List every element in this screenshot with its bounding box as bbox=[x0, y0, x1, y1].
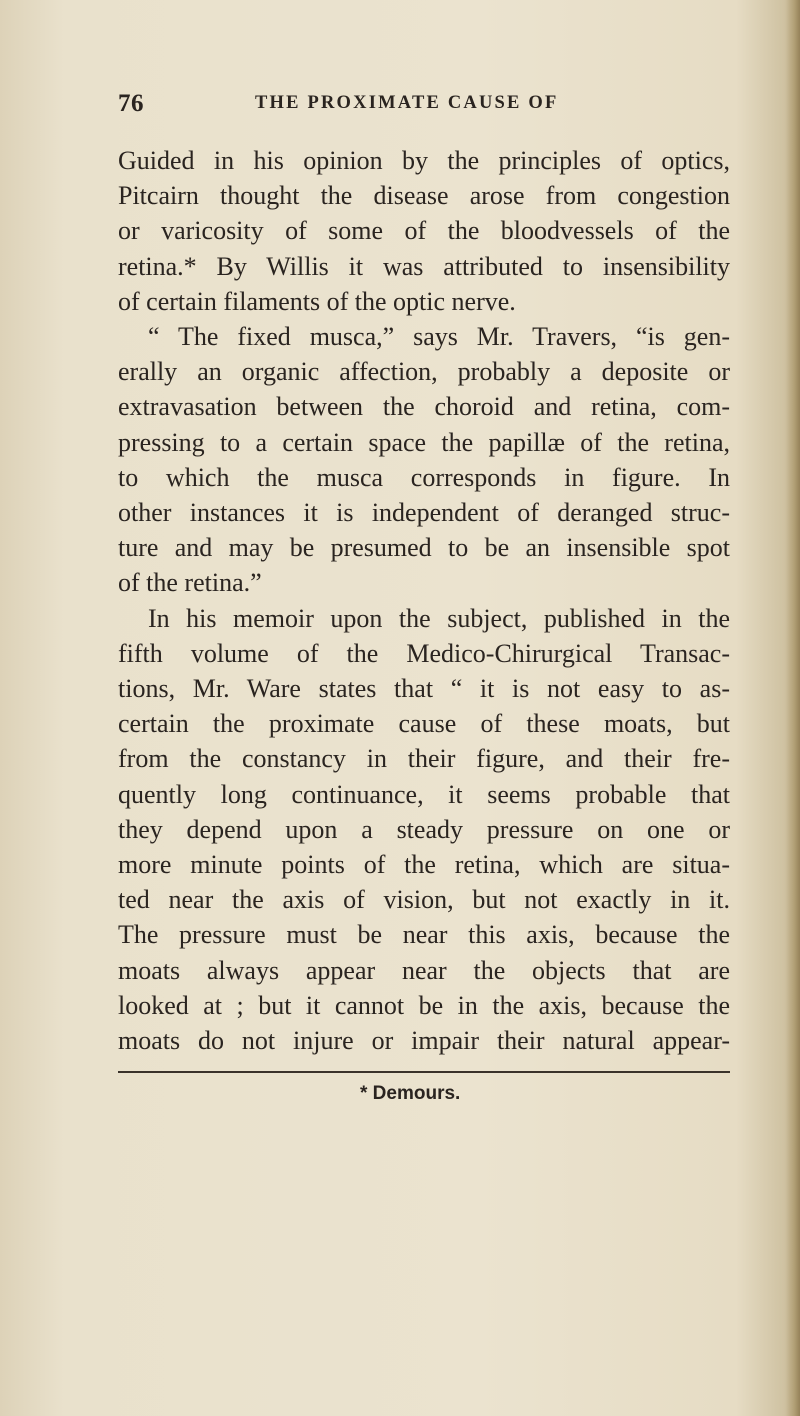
text-line: of certain filaments of the optic nerve. bbox=[118, 287, 516, 316]
text-line: from the constancy in their figure, and their fre- bbox=[118, 744, 730, 773]
text-line: other instances it is independent of deranged struc- bbox=[118, 498, 730, 527]
text-line: erally an organic affection, probably a deposite or bbox=[118, 357, 730, 386]
text-line: looked at ; but it cannot be in the axis, because the bbox=[118, 991, 730, 1020]
text-line: retina.* By Willis it was attributed to insensibility bbox=[118, 252, 730, 281]
text-line: Guided in his opinion by the principles of optics, bbox=[118, 146, 730, 175]
footnote-rule bbox=[118, 1071, 730, 1073]
text-line: certain the proximate cause of these moats, but bbox=[118, 709, 730, 738]
text-line: fifth volume of the Medico-Chirurgical Transac- bbox=[118, 639, 730, 668]
text-line: more minute points of the retina, which are situa- bbox=[118, 850, 730, 879]
page-number: 76 bbox=[118, 90, 144, 117]
footnote: * Demours. bbox=[360, 1083, 461, 1104]
text-line: they depend upon a steady pressure on one or bbox=[118, 815, 730, 844]
text-line: The pressure must be near this axis, because the bbox=[118, 920, 730, 949]
text-line: “ The fixed musca,” says Mr. Travers, “is gen- bbox=[148, 322, 730, 351]
page-edge bbox=[786, 0, 800, 1416]
text-line: extravasation between the choroid and retina, com- bbox=[118, 392, 730, 421]
text-line: to which the musca corresponds in figure. In bbox=[118, 463, 730, 492]
running-title: THE PROXIMATE CAUSE OF bbox=[255, 93, 559, 113]
text-line: of the retina.” bbox=[118, 568, 262, 597]
text-line: quently long continuance, it seems probable that bbox=[118, 780, 730, 809]
text-line: ture and may be presumed to be an insensible spot bbox=[118, 533, 730, 562]
text-line: moats always appear near the objects that are bbox=[118, 956, 730, 985]
text-line: moats do not injure or impair their natural appear- bbox=[118, 1026, 730, 1055]
text-line: or varicosity of some of the bloodvessels of the bbox=[118, 216, 730, 245]
running-head bbox=[118, 90, 730, 120]
text-line: Pitcairn thought the disease arose from congestion bbox=[118, 181, 730, 210]
text-line: tions, Mr. Ware states that “ it is not easy to as- bbox=[118, 674, 730, 703]
text-line: ted near the axis of vision, but not exactly in it. bbox=[118, 885, 730, 914]
text-line: pressing to a certain space the papillæ of the retina, bbox=[118, 428, 730, 457]
text-line: In his memoir upon the subject, published in the bbox=[148, 604, 730, 633]
